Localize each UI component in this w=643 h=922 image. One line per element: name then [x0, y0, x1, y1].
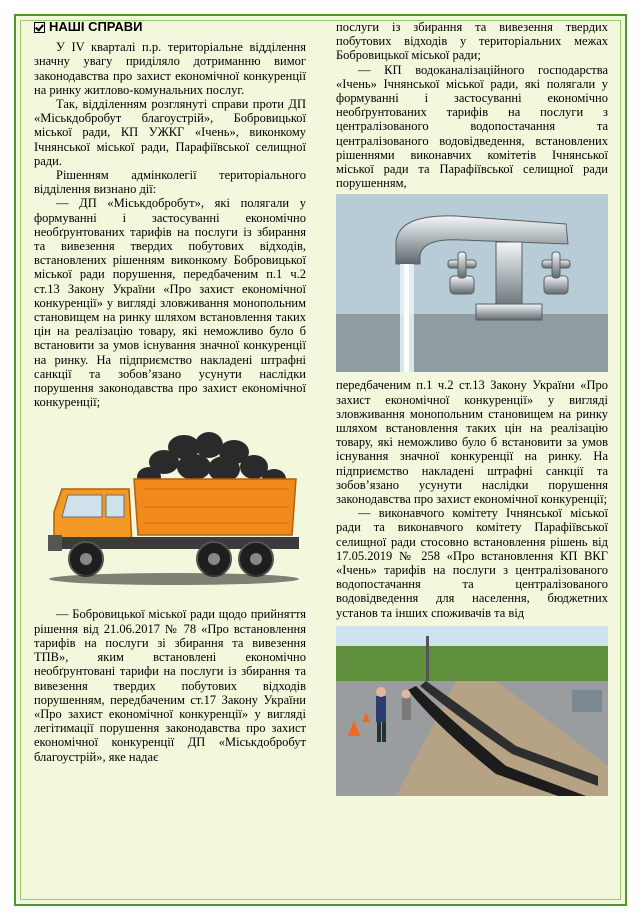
paragraph: — виконавчого комітету Ічнянської міської ради та виконавчого комітету Парафіївської селищної ради стосовно встановлення рішень від 17.05.2019 № 258 «Про встановлення КП ВКГ «Ічень» тарифів на послуги з централізованого водопостачання та централізованого водовідведення для населення, бюджетних установ та інших споживачів та від: [336, 506, 608, 620]
left-column: [34, 20, 306, 764]
pipe-laying-photo: [336, 626, 608, 796]
paragraph: — ДП «Міськдобробут», які полягали у формуванні і застосуванні економічно необґрунтованих тарифів на послуги із збирання та вивезення твердих побутових відходів, встановлених рішенням виконкому Бобровицької міської ради порушення, передбаченим п.1 ч.2 ст.13 Закону України «Про захист економічної конкуренції» у вигляді зловживання монопольним становищем на ринку шляхом встановлення таких цін на реалізацію товару, які неможливо було б встановити за умов існування значної конкуренції на ринку. На підприємство накладені штрафні санкції та зобов’язано усунути наслідки порушення законодавства про захист економічної конкуренції;: [34, 196, 306, 410]
paragraph: У IV кварталі п.р. територіальне відділення значну увагу приділяло дотриманню вимог законодавства про захист економічної конкуренції на ринку житлово-комунальних послуг.: [34, 40, 306, 97]
paragraph: — Бобровицької міської ради щодо прийняття рішення від 21.06.2017 № 78 «Про встановлення тарифів на послуги зі збирання та вивезення ТПВ», яким встановлені економічно необґрунтовані тарифи на послуги із збирання та вивезення твердих побутових відходів порушенням, передбаченим ст.17 Закону України «Про захист економічної конкуренції» у вигляді легітимації порушення законодавства про захист економічної конкуренції ДП «Міськдобробут благоустрій», яке надає: [34, 607, 306, 764]
paragraph: Так, відділенням розглянуті справи проти ДП «Міськдобробут благоустрій», Бобровицької міської ради, КП УЖКГ «Ічень», виконкому Ічнянської міської ради, Парафіївської селищної ради.: [34, 97, 306, 168]
garbage-truck-photo: [34, 417, 306, 595]
section-title: НАШІ СПРАВИ: [49, 19, 143, 34]
paragraph: — КП водоканалізаційного господарства «Ічень» Ічнянської міської ради, які полягали у формуванні і застосуванні економічно необґрунтованих тарифів на послуги з централізованого водопостачання та централізованого водовідведення, встановлених рішеннями виконавчих комітетів Ічнянської міської ради та Парафіївської селищної ради порушенням,: [336, 62, 608, 191]
paragraph: передбаченим п.1 ч.2 ст.13 Закону України «Про захист економічної конкуренції» у вигляді зловживання монопольним становищем на ринку шляхом встановлення таких цін на реалізацію товару, які неможливо було б встановити за умов існування значної конкуренції на ринку. На підприємство накладені штрафні санкції та зобов’язано усунути наслідки порушення законодавства про захист економічної конкуренції;: [336, 378, 608, 507]
paragraph: Рішенням адмінколегії територіального відділення визнано дії:: [34, 168, 306, 197]
section-heading: [34, 20, 306, 34]
right-column: [336, 20, 608, 796]
paragraph: послуги із збирання та вивезення твердих побутових відходів у територіальних межах Бобровицької міської ради;: [336, 20, 608, 63]
water-faucet-photo: [336, 194, 608, 372]
newsletter-page: [14, 14, 627, 906]
checkbox-icon: [34, 22, 45, 33]
